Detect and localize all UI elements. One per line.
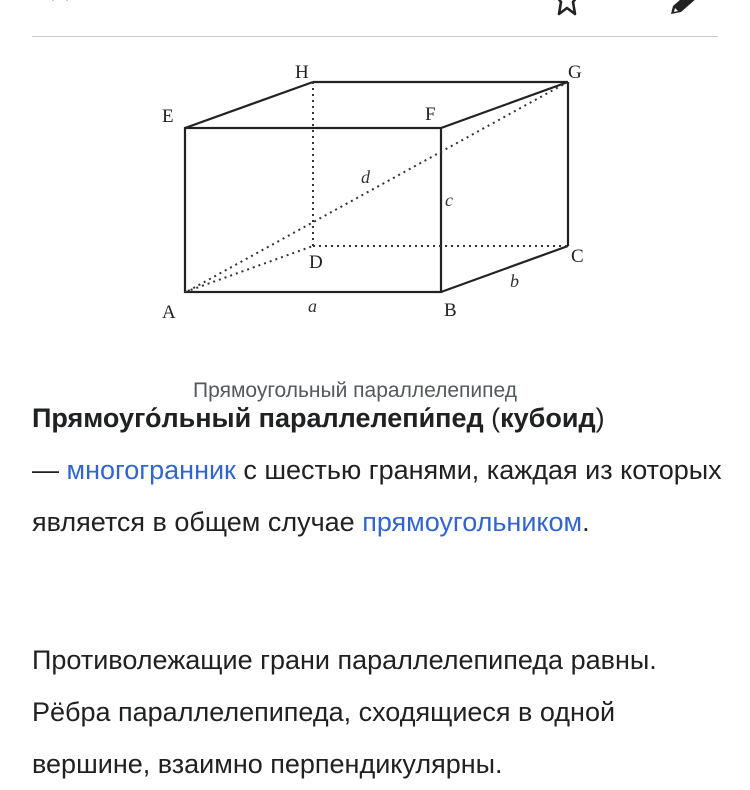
alt-term: кубоид [500,403,596,433]
open-paren: ( [483,403,501,433]
intro-text: с шестью гранями, каждая из которых является в общем случае [32,455,722,537]
cuboid-figure [0,40,750,402]
language-icon[interactable] [26,0,86,16]
vertex-c: C [571,246,584,267]
vertex-g: G [568,62,582,83]
vertex-b: B [444,300,457,321]
edge-label-c: c [445,190,453,210]
edge-eh [185,82,313,128]
vertex-d: D [309,252,323,273]
cuboid-diagram [0,40,750,370]
em-dash: — [32,455,67,485]
top-toolbar [0,0,750,38]
diagonal-ag [188,83,566,291]
edge-ad [185,246,313,292]
period: . [582,507,590,537]
edge-bc [441,246,568,292]
figure-caption: Прямоугольный параллелепипед [193,379,517,402]
star-icon[interactable] [549,0,585,18]
header-divider [32,36,718,37]
vertex-a: A [162,302,176,323]
edge-label-b: b [510,271,519,291]
article-term: Прямоуго́льный параллелепи́пед [32,403,484,433]
intro-paragraph [32,392,722,548]
link-rectangle[interactable]: прямоугольником [362,507,583,537]
edge-label-d: d [361,167,370,187]
vertex-f: F [425,104,436,125]
second-paragraph: Противолежащие грани параллелепипеда равны. Рёбра параллелепипеда, сходящиеся в одной вершине, взаимно перпендикулярны. [32,645,657,779]
vertex-h: H [295,62,309,83]
edge-label-a: a [308,296,317,316]
close-paren: ) [595,403,605,433]
link-polyhedron[interactable]: многогранник [66,455,236,485]
edge-fg [441,82,568,128]
vertex-e: E [162,106,174,127]
pencil-icon[interactable] [665,0,701,16]
